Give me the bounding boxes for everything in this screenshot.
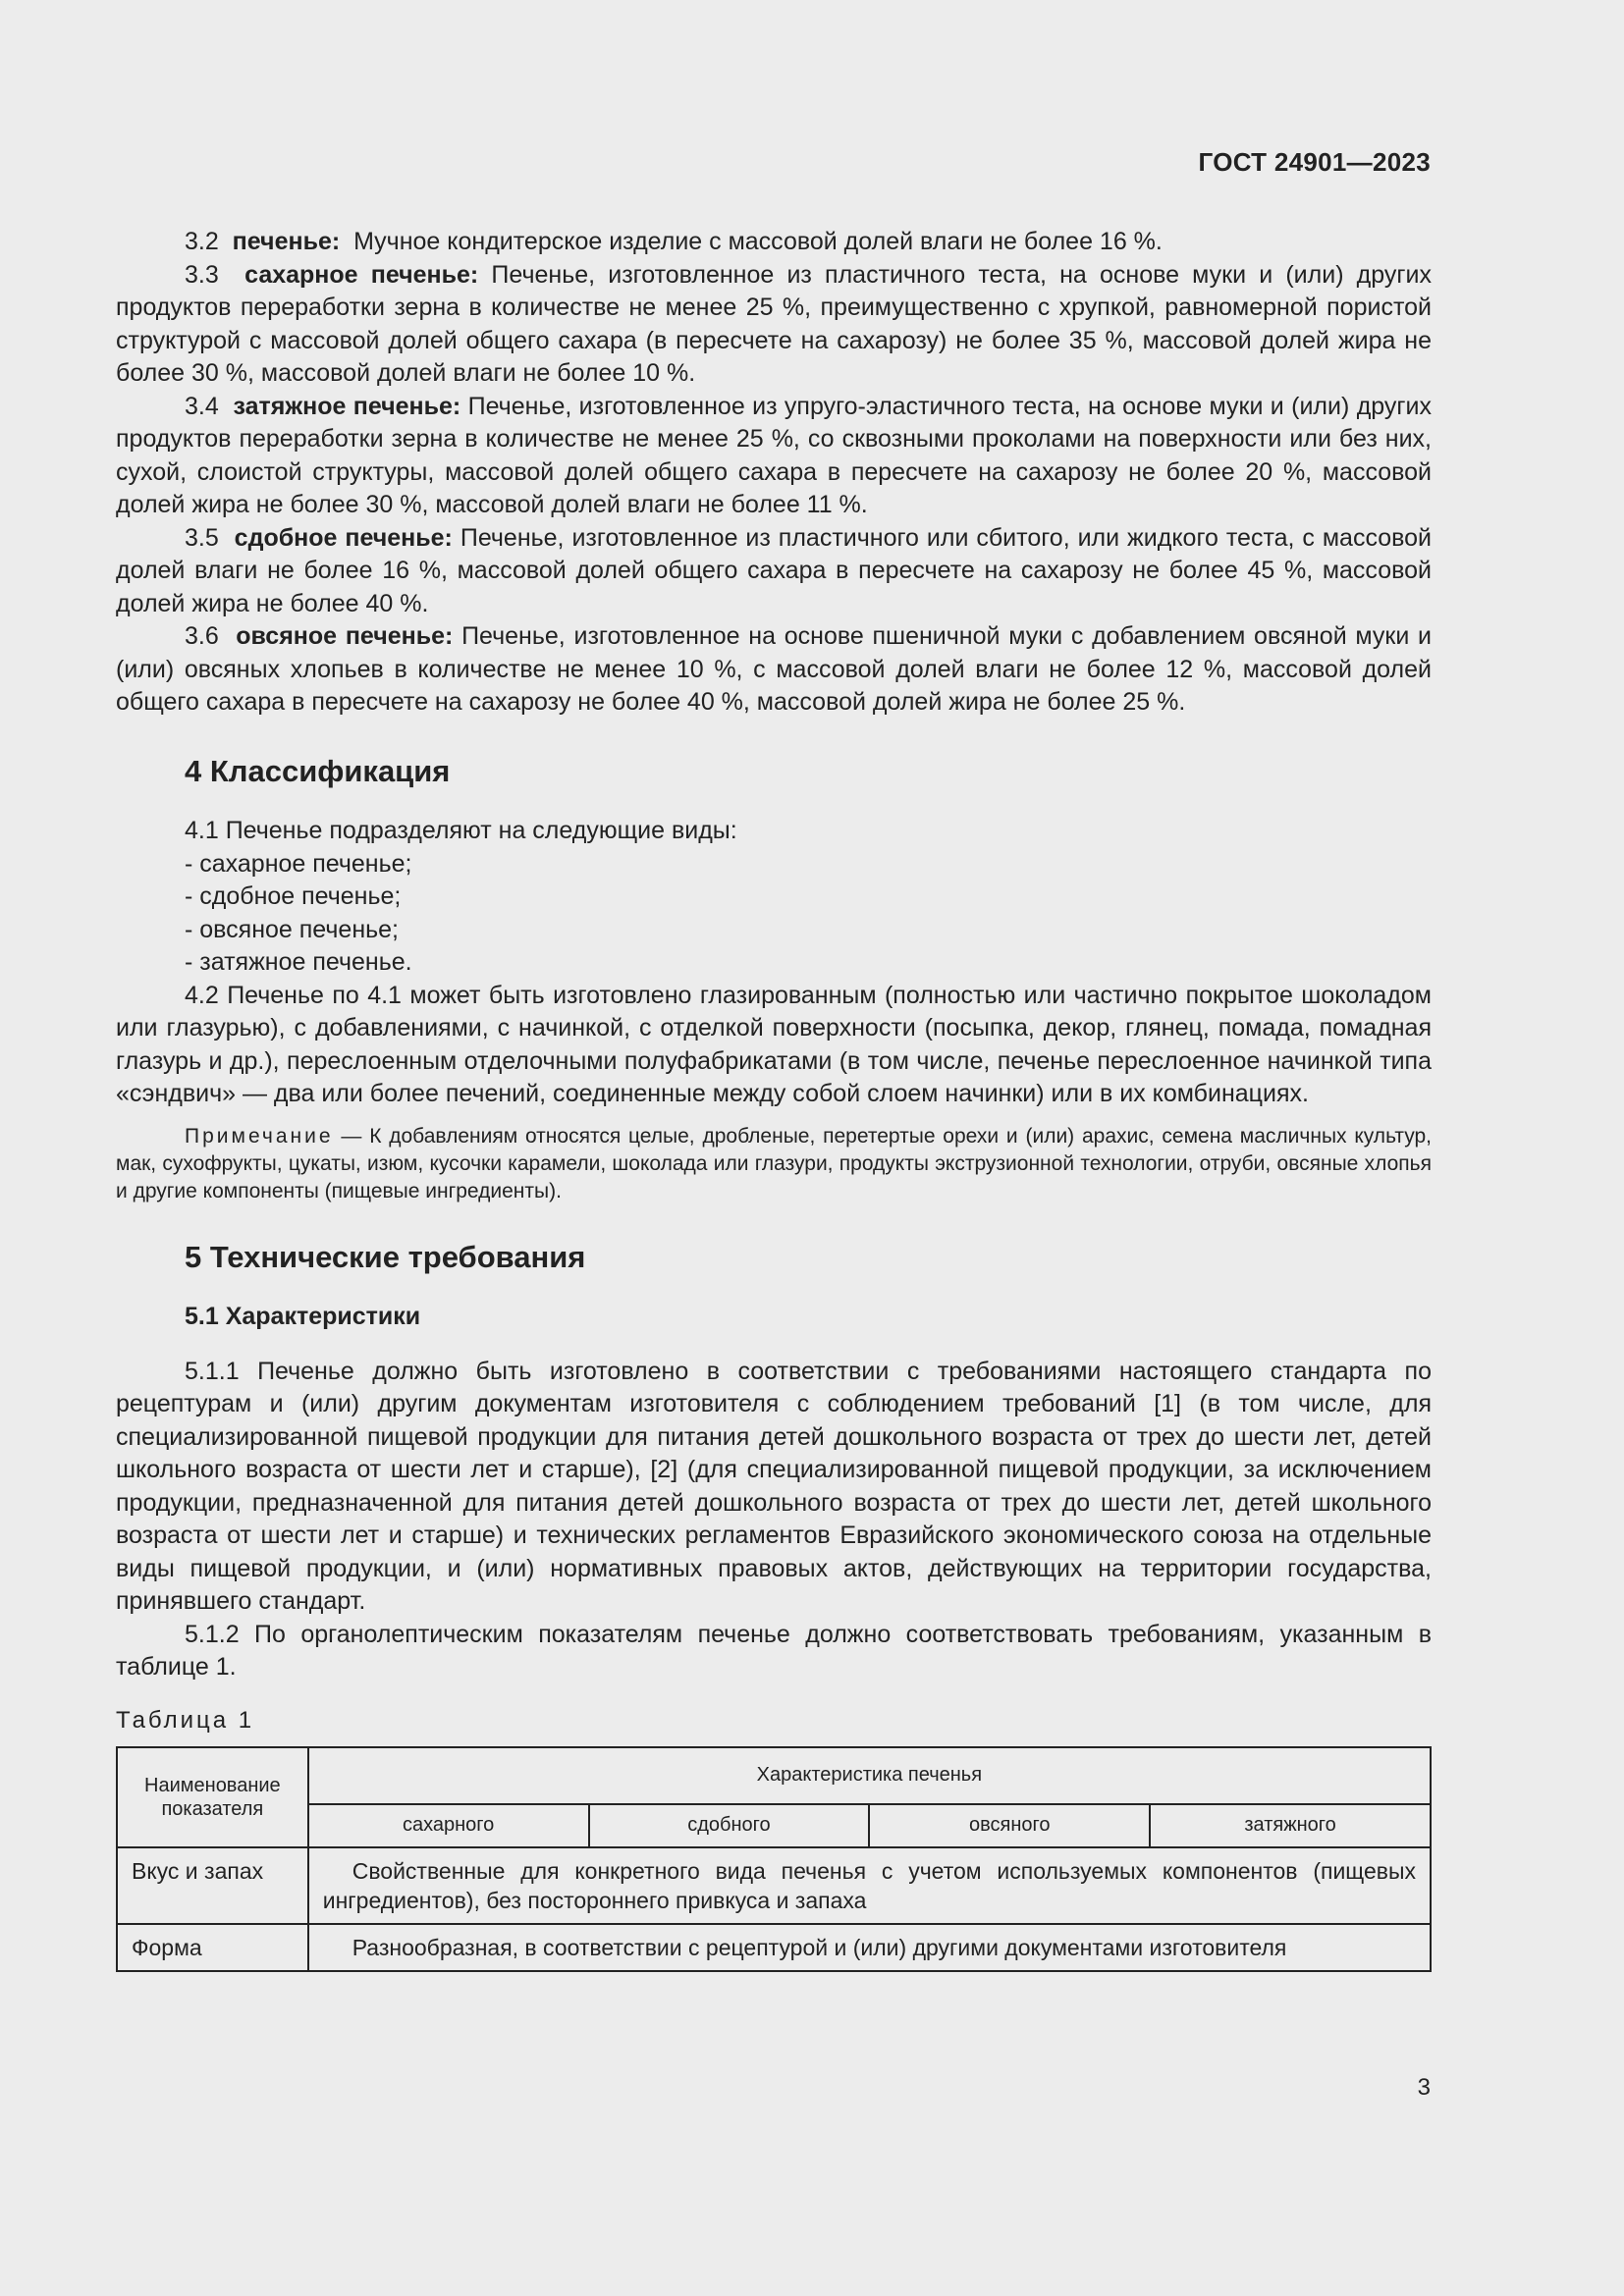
clause-4-2: 4.2 Печенье по 4.1 может быть изготовлено глазированным (полностью или частично покрытое шоколадом или глазурью), с добавлениями, с начинкой, с отделкой поверхности (посыпка, декор, глянец, помада, помадная глазурь и др.), переслоенным отделочными полуфабрикатами (в том числе, печенье переслоенное начинкой типа «сэндвич» — два или более печений, соединенные между собой слоем начинки) или в их комбинациях.	[116, 981, 1432, 1107]
term: сахарное печенье:	[244, 260, 479, 289]
row-name: Вкус и запах	[117, 1847, 308, 1924]
term: затяжное печенье:	[233, 392, 461, 420]
clause-number: 3.2	[185, 228, 219, 255]
section-4-title: 4 Классификация	[185, 753, 451, 788]
clause-5-1-2: 5.1.2 По органолептическим показателям печенье должно соответствовать требованиям, указанным в таблице 1.	[116, 1620, 1432, 1681]
list-item: - сахарное печенье;	[185, 849, 412, 878]
table-row	[117, 1847, 1431, 1924]
list-item: - затяжное печенье.	[185, 948, 412, 976]
clause-number: 3.3	[185, 260, 219, 289]
definition-3-2	[116, 226, 1432, 259]
clause-5-1-1: 5.1.1 Печенье должно быть изготовлено в соответствии с требованиями настоящего стандарта по рецептурам и (или) другим документам изготовителя с соблюдением требований [1] (в том числе, для специализированной пищевой продукции для питания детей дошкольного возраста от трех до шести лет, детей школьного возраста от шести лет и старше), [2] (для специализированной пищевой продукции, за исключением продукции, предназначенной для питания детей дошкольного возраста от трех до шести лет, детей школьного возраста от шести лет и старше) и технических регламентов Евразийского экономического союза на отдельные виды пищевой продукции, и (или) нормативных правовых актов, действующих на территории государства, принявшего стандарт.	[116, 1357, 1432, 1615]
column-header-name: Наименование показателя	[117, 1747, 308, 1847]
column-header-sugar: сахарного	[308, 1804, 589, 1847]
section-5-title: 5 Технические требования	[185, 1239, 586, 1274]
row-value	[308, 1847, 1431, 1924]
column-header-rich: сдобного	[589, 1804, 870, 1847]
table-1	[116, 1746, 1432, 1972]
subsection-5-1-title: 5.1 Характеристики	[185, 1303, 421, 1330]
definition-3-5	[116, 522, 1432, 621]
term: овсяное печенье:	[236, 622, 454, 650]
definition-3-3	[116, 259, 1432, 391]
clause-number: 3.4	[185, 392, 219, 420]
table-row	[117, 1924, 1431, 1971]
definition-text: Печенье, изготовленное из пластичного или сбитого, или жидкого теста, с массовой долей влаги не более 16 %, массовой долей общего сахара в пересчете на сахарозу не более 45 %, массовой долей жира не более 40 %.	[116, 523, 1432, 617]
definition-text: Мучное кондитерское изделие с массовой долей влаги не более 16 %.	[353, 228, 1163, 255]
row-value	[308, 1924, 1431, 1971]
clause-number: 3.6	[185, 622, 219, 650]
row-name: Форма	[117, 1924, 308, 1971]
table-caption: Таблица 1	[116, 1706, 255, 1734]
term: печенье:	[232, 228, 341, 255]
definition-text: Печенье, изготовленное на основе пшеничной муки с добавлением овсяной муки и (или) овсяных хлопьев в количестве не менее 10 %, с массовой долей влаги не более 12 %, массовой долей общего сахара в пересчете на сахарозу не более 40 %, массовой долей жира не более 25 %.	[116, 622, 1432, 716]
clause-number: 3.5	[185, 523, 219, 552]
term: сдобное печенье:	[234, 523, 453, 552]
document-id: ГОСТ 24901—2023	[1198, 147, 1431, 177]
column-group-header: Характеристика печенья	[308, 1747, 1431, 1804]
note	[116, 1123, 1432, 1205]
page-number: 3	[1417, 2074, 1431, 2101]
note-text: — К добавлениям относятся целые, дробленые, перетертые орехи и (или) арахис, семена масличных культур, мак, сухофрукты, цукаты, изюм, кусочки карамели, шоколада или глазури, продукты экструзионной технологии, отруби, овсяные хлопья и другие компоненты (пищевые ингредиенты).	[116, 1124, 1432, 1202]
definition-3-6	[116, 620, 1432, 720]
column-header-oat: овсяного	[869, 1804, 1150, 1847]
row-value-text: Разнообразная, в соответствии с рецептурой и (или) другими документами изготовителя	[352, 1935, 1287, 1960]
column-header-hard: затяжного	[1150, 1804, 1431, 1847]
definition-text: Печенье, изготовленное из упруго-эластичного теста, на основе муки и (или) других продуктов переработки зерна в количестве не менее 25 %, со сквозными проколами на поверхности или без них, сухой, слоистой структуры, массовой долей общего сахара в пересчете на сахарозу не более 20 %, массовой долей жира не более 30 %, массовой долей влаги не более 11 %.	[116, 392, 1432, 518]
note-label: Примечание	[185, 1124, 334, 1148]
clause-4-1: 4.1 Печенье подразделяют на следующие виды:	[185, 817, 737, 844]
page-content	[116, 226, 1432, 1972]
row-value-text: Свойственные для конкретного вида печенья с учетом используемых компонентов (пищевых ингредиентов), без постороннего привкуса и запаха	[322, 1858, 1416, 1913]
list-item: - сдобное печенье;	[185, 882, 402, 910]
list-item: - овсяное печенье;	[185, 915, 399, 943]
definition-3-4	[116, 391, 1432, 522]
definition-text: Печенье, изготовленное из пластичного теста, на основе муки и (или) других продуктов переработки зерна в количестве не менее 25 %, преимущественно с хрупкой, равномерной пористой структурой с массовой долей общего сахара (в пересчете на сахарозу) не более 35 %, массовой долей жира не более 30 %, массовой долей влаги не более 10 %.	[116, 260, 1432, 387]
